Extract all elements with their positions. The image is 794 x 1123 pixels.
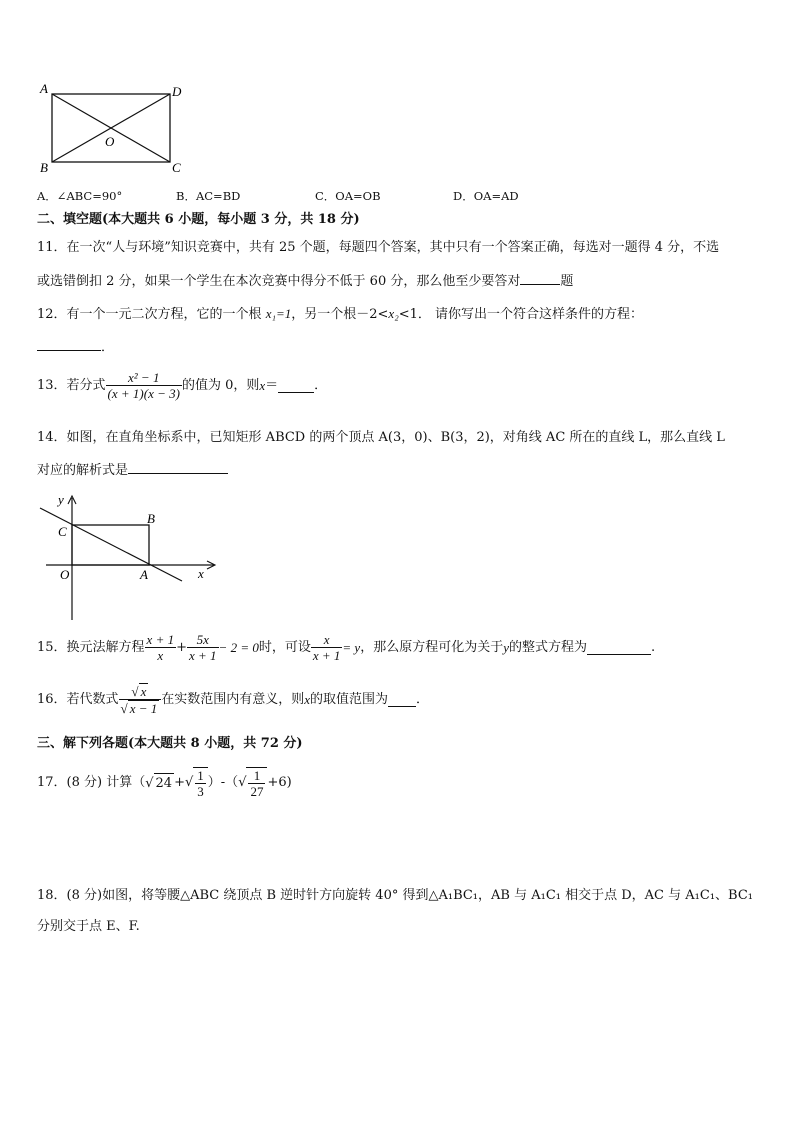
label-c: C [58, 524, 67, 539]
q16-tail: 的取值范围为 [310, 691, 389, 707]
q18-line1: 18．(8 分)如图，将等腰△ABC 绕顶点 B 逆时针方向旋转 40° 得到△A₁BC₁，AB 与 A₁C₁ 相交于点 D，AC 与 A₁C₁、BC₁ [37, 888, 753, 903]
q16-denominator-wrap: √ x − 1 [120, 701, 158, 716]
q11-end: 题 [560, 274, 574, 289]
q15-fraction-1 [145, 632, 177, 663]
q16-numerator: x [140, 684, 147, 699]
q16-mid: 在实数范围内有意义，则 [161, 691, 305, 707]
option-b: B．AC=BD [176, 189, 241, 203]
q12-end: ． [101, 340, 115, 355]
label-o: O [60, 567, 70, 582]
q17-plus: + [174, 775, 185, 790]
label-c: C [172, 160, 181, 175]
q15-fraction-3 [311, 632, 343, 663]
section-2-title: 二、填空题(本大题共 6 小题，每小题 3 分，共 18 分) [37, 212, 360, 227]
q15-mid: 时，可设 [258, 639, 311, 655]
q16-end: ． [416, 691, 430, 707]
q16-fraction [119, 683, 162, 716]
q15-eq: = y [342, 639, 361, 655]
q17-f-denominator: 3 [197, 784, 204, 799]
label-b: B [40, 160, 48, 175]
q14-text: 对应的解析式是 [37, 463, 129, 478]
q17-tail: +6) [267, 775, 292, 790]
q13-fraction [106, 370, 182, 401]
q15-f1-denominator: x [157, 648, 164, 663]
q15-f3-numerator: x [311, 632, 343, 648]
q15-rest: − 2 = 0 [218, 639, 259, 655]
q16-line [37, 683, 429, 716]
label-b: B [147, 511, 155, 526]
option-c: C．OA=OB [315, 189, 381, 203]
q13-prefix: 13．若分式 [37, 377, 106, 393]
q13-var: x [259, 377, 266, 393]
q16-var: x [304, 691, 311, 707]
label-a: A [140, 567, 148, 582]
label-o: O [105, 134, 115, 149]
q14-answer-blank[interactable] [128, 459, 228, 474]
q15-f3-denominator: x + 1 [312, 648, 341, 663]
q15-answer-blank[interactable] [587, 640, 651, 655]
q17-sqrt-frac: √ $\frac{1}{3}$ [185, 767, 208, 799]
q17-frac-1-3 [193, 767, 208, 799]
option-a: A．∠ABC=90° [37, 189, 123, 203]
q13-numerator: x² − 1 [106, 370, 182, 386]
q13-answer-blank[interactable] [278, 378, 314, 393]
rectangle-figure [36, 80, 186, 175]
q15-line [37, 632, 655, 663]
q14-line1: 14．如图，在直角坐标系中，已知矩形 ABCD 的两个顶点 A(3，0)、B(3，2)，对角线 AC 所在的直线 L，那么直线 L [37, 430, 725, 445]
q15-plus: + [176, 639, 187, 655]
q13-eq: ＝ [265, 377, 279, 393]
label-a: A [40, 81, 48, 96]
q17-sqrt-24: √ 24 [145, 773, 174, 794]
q13-line [37, 370, 327, 401]
q17-f-numerator: 1 [197, 768, 204, 783]
q11-answer-blank[interactable] [520, 270, 560, 285]
q12-part2: ，另一个根－2< [291, 307, 389, 322]
coordinate-figure [36, 490, 221, 625]
q15-f2-denominator: x + 1 [189, 648, 217, 663]
q12-root1: x₁=1 [265, 306, 292, 321]
q16-prefix: 16．若代数式 [37, 691, 119, 707]
q15-var: y [503, 639, 509, 655]
q12-line1 [37, 304, 643, 325]
q12-root2: x₂ [388, 306, 399, 321]
q13-end: ． [314, 377, 328, 393]
q12-part3: <1． 请你写出一个符合这样条件的方程： [398, 307, 644, 322]
q15-f2-numerator: 5x [187, 632, 219, 648]
q18-line2: 分别交于点 E、F. [37, 919, 140, 934]
q13-denominator: (x + 1)(x − 3) [107, 386, 180, 401]
q15-f1-numerator: x + 1 [146, 632, 175, 647]
q15-end: . [651, 639, 656, 655]
option-d: D．OA=AD [453, 189, 519, 203]
q17-prefix: 17．(8 分) 计算（ [37, 775, 146, 790]
q12-part1: 12．有一个一元二次方程，它的一个根 [37, 307, 266, 322]
q17-radicand-24: 24 [154, 773, 175, 794]
q17-g-denominator: 27 [250, 784, 264, 799]
q17-frac-1-27 [246, 767, 267, 799]
section-3-title: 三、解下列各题(本大题共 8 小题，共 72 分) [37, 736, 303, 751]
q12-line2 [37, 336, 114, 358]
q17-sqrt-frac-2: √ $\frac{1}{27}$ [238, 767, 267, 799]
label-d: D [172, 84, 182, 99]
q11-line2 [37, 270, 573, 292]
q15-prefix: 15．换元法解方程 [37, 639, 145, 655]
q14-line2 [37, 459, 228, 481]
q15-fraction-2 [187, 632, 219, 663]
q16-numerator-wrap: √ x [119, 683, 162, 700]
q17-g-numerator: 1 [248, 768, 265, 784]
q11-line1: 11．在一次“人与环境”知识竞赛中，共有 25 个题，每题四个答案，其中只有一个答案正确，每选对一题得 4 分，不选 [37, 240, 720, 255]
label-y: y [58, 492, 64, 507]
label-x: x [198, 566, 204, 581]
q16-denominator: x − 1 [129, 701, 158, 716]
q17-mid: ）-（ [207, 775, 239, 790]
q16-answer-blank[interactable] [388, 692, 416, 707]
q13-mid: 的值为 0，则 [181, 377, 260, 393]
q17-line [37, 767, 292, 799]
q15-tail: 的整式方程为 [509, 639, 588, 655]
q12-answer-blank[interactable] [37, 336, 101, 351]
q11-text: 或选错倒扣 2 分，如果一个学生在本次竞赛中得分不低于 60 分，那么他至少要答对 [37, 274, 521, 289]
q15-after: ，那么原方程可化为关于 [360, 639, 504, 655]
